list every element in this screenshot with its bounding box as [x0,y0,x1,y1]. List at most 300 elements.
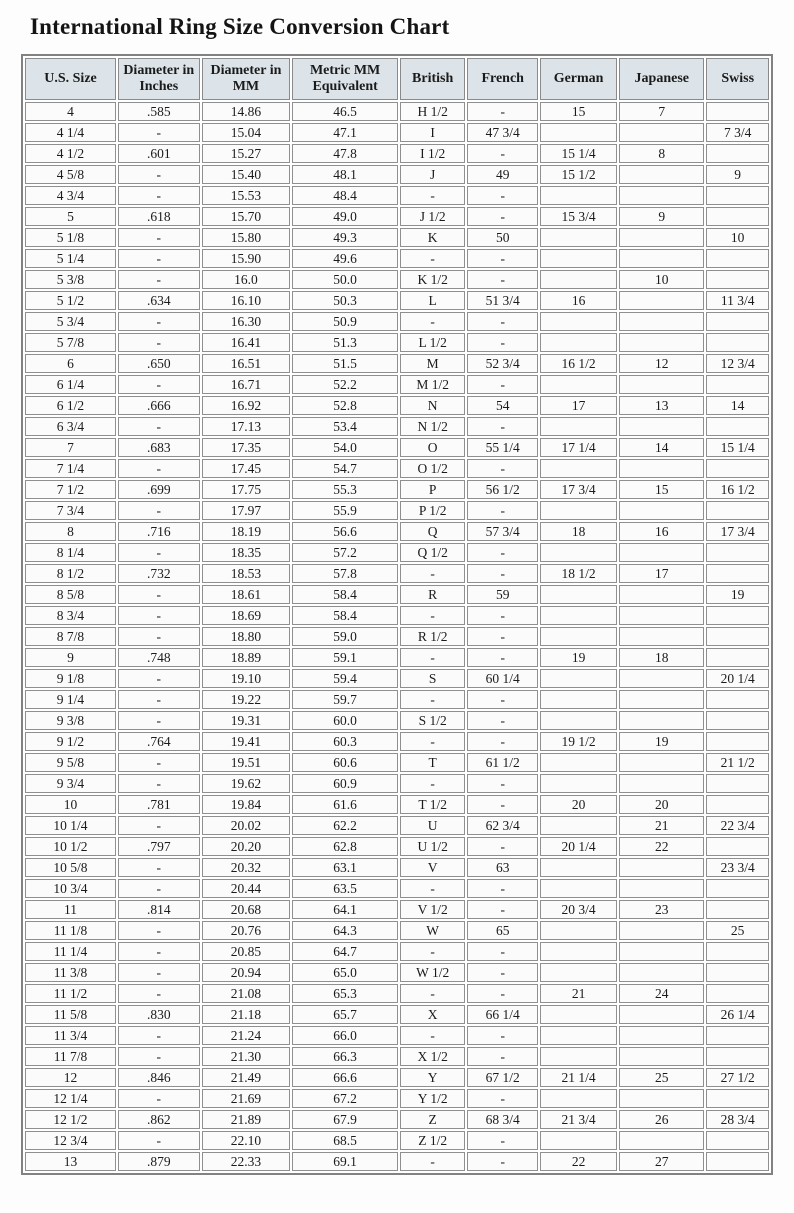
cell-metric-mm: 59.4 [292,669,398,688]
cell-british: L [400,291,466,310]
cell-german [540,1005,617,1024]
cell-german [540,1089,617,1108]
cell-metric-mm: 60.3 [292,732,398,751]
cell-diameter-inches: - [118,606,200,625]
cell-diameter-mm: 19.51 [202,753,291,772]
cell-diameter-inches: - [118,858,200,877]
cell-metric-mm: 66.0 [292,1026,398,1045]
cell-german [540,333,617,352]
cell-japanese [619,585,704,604]
cell-japanese: 16 [619,522,704,541]
cell-diameter-mm: 16.0 [202,270,291,289]
cell-german: 15 3/4 [540,207,617,226]
table-row [25,732,769,751]
cell-us-size: 11 1/8 [25,921,116,940]
cell-us-size: 6 1/4 [25,375,116,394]
cell-french: - [467,144,538,163]
cell-metric-mm: 59.0 [292,627,398,646]
cell-swiss [706,837,769,856]
cell-us-size: 11 5/8 [25,1005,116,1024]
cell-german: 21 1/4 [540,1068,617,1087]
cell-british: S [400,669,466,688]
header-row [25,58,769,100]
cell-diameter-mm: 14.86 [202,102,291,121]
cell-british: V [400,858,466,877]
cell-us-size: 9 5/8 [25,753,116,772]
cell-british: - [400,1152,466,1171]
cell-metric-mm: 64.3 [292,921,398,940]
cell-french: 62 3/4 [467,816,538,835]
cell-british: - [400,1026,466,1045]
table-row [25,312,769,331]
cell-german [540,606,617,625]
cell-japanese [619,228,704,247]
cell-german: 17 1/4 [540,438,617,457]
cell-us-size: 11 3/4 [25,1026,116,1045]
cell-british: P [400,480,466,499]
cell-german [540,375,617,394]
cell-french: - [467,627,538,646]
cell-swiss [706,984,769,1003]
cell-japanese [619,249,704,268]
cell-french: - [467,732,538,751]
cell-french: 51 3/4 [467,291,538,310]
cell-british: T [400,753,466,772]
table-row [25,417,769,436]
cell-swiss: 14 [706,396,769,415]
cell-japanese: 20 [619,795,704,814]
cell-german [540,501,617,520]
cell-diameter-inches: .814 [118,900,200,919]
cell-french: - [467,942,538,961]
table-row [25,270,769,289]
cell-swiss [706,186,769,205]
cell-diameter-mm: 19.62 [202,774,291,793]
cell-japanese [619,942,704,961]
cell-german [540,312,617,331]
cell-us-size: 5 1/2 [25,291,116,310]
cell-japanese: 12 [619,354,704,373]
cell-french: - [467,774,538,793]
cell-diameter-mm: 15.04 [202,123,291,142]
cell-swiss [706,711,769,730]
cell-german: 16 [540,291,617,310]
cell-metric-mm: 65.3 [292,984,398,1003]
table-row [25,606,769,625]
cell-british: P 1/2 [400,501,466,520]
cell-diameter-mm: 21.69 [202,1089,291,1108]
table-body [25,102,769,1171]
cell-diameter-inches: .601 [118,144,200,163]
table-row [25,333,769,352]
cell-french: - [467,963,538,982]
cell-diameter-mm: 15.80 [202,228,291,247]
cell-german [540,1026,617,1045]
cell-us-size: 11 7/8 [25,1047,116,1066]
cell-diameter-mm: 18.53 [202,564,291,583]
cell-french: - [467,102,538,121]
cell-diameter-inches: - [118,1089,200,1108]
table-row [25,816,769,835]
cell-german: 15 1/4 [540,144,617,163]
cell-british: - [400,186,466,205]
cell-japanese: 9 [619,207,704,226]
cell-swiss [706,501,769,520]
cell-swiss [706,690,769,709]
cell-diameter-mm: 15.70 [202,207,291,226]
cell-japanese [619,1131,704,1150]
cell-us-size: 10 [25,795,116,814]
cell-swiss [706,543,769,562]
cell-swiss: 15 1/4 [706,438,769,457]
cell-british: K [400,228,466,247]
cell-diameter-mm: 19.31 [202,711,291,730]
cell-french: - [467,501,538,520]
cell-swiss: 11 3/4 [706,291,769,310]
cell-diameter-mm: 21.08 [202,984,291,1003]
cell-metric-mm: 46.5 [292,102,398,121]
cell-diameter-mm: 20.20 [202,837,291,856]
cell-diameter-inches: .650 [118,354,200,373]
table-row [25,585,769,604]
cell-diameter-mm: 19.10 [202,669,291,688]
cell-metric-mm: 63.1 [292,858,398,877]
cell-diameter-mm: 19.84 [202,795,291,814]
cell-metric-mm: 59.1 [292,648,398,667]
cell-swiss: 22 3/4 [706,816,769,835]
page-title: International Ring Size Conversion Chart [30,14,450,39]
cell-french: - [467,543,538,562]
cell-japanese: 10 [619,270,704,289]
table-row [25,564,769,583]
cell-japanese [619,459,704,478]
cell-diameter-mm: 16.92 [202,396,291,415]
cell-german: 17 3/4 [540,480,617,499]
cell-diameter-inches: - [118,585,200,604]
table-row [25,207,769,226]
cell-us-size: 5 [25,207,116,226]
cell-japanese: 7 [619,102,704,121]
cell-metric-mm: 48.1 [292,165,398,184]
cell-french: 59 [467,585,538,604]
cell-diameter-inches: - [118,228,200,247]
cell-us-size: 4 3/4 [25,186,116,205]
cell-metric-mm: 48.4 [292,186,398,205]
cell-us-size: 9 1/4 [25,690,116,709]
cell-french: - [467,984,538,1003]
cell-british: X [400,1005,466,1024]
cell-french: 61 1/2 [467,753,538,772]
cell-french: 54 [467,396,538,415]
cell-us-size: 10 1/2 [25,837,116,856]
cell-us-size: 4 1/4 [25,123,116,142]
table-row [25,1005,769,1024]
cell-us-size: 11 1/2 [25,984,116,1003]
table-row [25,522,769,541]
cell-metric-mm: 60.6 [292,753,398,772]
cell-french: - [467,606,538,625]
cell-metric-mm: 62.2 [292,816,398,835]
cell-japanese [619,753,704,772]
table-row [25,711,769,730]
column-header-swiss: Swiss [706,58,769,100]
cell-metric-mm: 50.0 [292,270,398,289]
cell-french: 67 1/2 [467,1068,538,1087]
cell-french: - [467,1152,538,1171]
cell-diameter-inches: .634 [118,291,200,310]
cell-japanese [619,1047,704,1066]
cell-japanese [619,291,704,310]
cell-swiss: 28 3/4 [706,1110,769,1129]
cell-diameter-mm: 22.33 [202,1152,291,1171]
column-header-diameter-inches: Diameter in Inches [118,58,200,100]
column-header-metric-mm: Metric MM Equivalent [292,58,398,100]
cell-swiss [706,900,769,919]
cell-us-size: 4 [25,102,116,121]
ring-size-table [21,54,773,1175]
cell-diameter-mm: 19.41 [202,732,291,751]
cell-swiss [706,648,769,667]
cell-german [540,186,617,205]
cell-diameter-inches: .732 [118,564,200,583]
cell-swiss [706,144,769,163]
cell-japanese [619,165,704,184]
cell-metric-mm: 54.0 [292,438,398,457]
table-row [25,501,769,520]
cell-french: - [467,375,538,394]
cell-swiss: 21 1/2 [706,753,769,772]
cell-diameter-mm: 15.53 [202,186,291,205]
cell-japanese [619,1089,704,1108]
cell-diameter-mm: 20.76 [202,921,291,940]
cell-metric-mm: 63.5 [292,879,398,898]
cell-diameter-inches: - [118,774,200,793]
cell-japanese: 21 [619,816,704,835]
cell-swiss [706,942,769,961]
cell-diameter-inches: - [118,249,200,268]
cell-japanese: 27 [619,1152,704,1171]
cell-metric-mm: 58.4 [292,585,398,604]
cell-british: I [400,123,466,142]
cell-swiss [706,879,769,898]
table-row [25,249,769,268]
cell-swiss [706,333,769,352]
table-row [25,879,769,898]
cell-swiss: 16 1/2 [706,480,769,499]
cell-german [540,963,617,982]
cell-british: R [400,585,466,604]
cell-swiss [706,249,769,268]
table-row [25,837,769,856]
cell-swiss: 17 3/4 [706,522,769,541]
cell-german: 15 [540,102,617,121]
cell-japanese [619,1005,704,1024]
cell-diameter-inches: - [118,270,200,289]
column-header-diameter-mm: Diameter in MM [202,58,291,100]
cell-swiss [706,375,769,394]
cell-german: 20 [540,795,617,814]
cell-german [540,858,617,877]
cell-metric-mm: 53.4 [292,417,398,436]
column-header-us-size: U.S. Size [25,58,116,100]
cell-british: U [400,816,466,835]
cell-metric-mm: 60.0 [292,711,398,730]
cell-diameter-mm: 17.75 [202,480,291,499]
cell-diameter-mm: 20.85 [202,942,291,961]
cell-swiss [706,102,769,121]
cell-diameter-mm: 20.94 [202,963,291,982]
cell-us-size: 9 3/8 [25,711,116,730]
table-row [25,1089,769,1108]
cell-german [540,270,617,289]
table-row [25,1026,769,1045]
cell-german [540,417,617,436]
cell-british: M [400,354,466,373]
cell-diameter-mm: 18.19 [202,522,291,541]
cell-us-size: 6 1/2 [25,396,116,415]
cell-german [540,228,617,247]
cell-japanese: 26 [619,1110,704,1129]
cell-swiss [706,417,769,436]
cell-diameter-mm: 20.44 [202,879,291,898]
cell-metric-mm: 49.6 [292,249,398,268]
cell-metric-mm: 66.3 [292,1047,398,1066]
cell-french: - [467,564,538,583]
cell-diameter-inches: - [118,690,200,709]
cell-metric-mm: 60.9 [292,774,398,793]
cell-british: - [400,648,466,667]
cell-german [540,711,617,730]
cell-swiss: 25 [706,921,769,940]
cell-us-size: 11 [25,900,116,919]
table-row [25,690,769,709]
cell-diameter-inches: - [118,123,200,142]
cell-diameter-inches: - [118,375,200,394]
cell-japanese [619,375,704,394]
cell-metric-mm: 64.1 [292,900,398,919]
cell-british: V 1/2 [400,900,466,919]
table-row [25,480,769,499]
cell-french: - [467,1131,538,1150]
cell-us-size: 12 [25,1068,116,1087]
cell-diameter-inches: .585 [118,102,200,121]
cell-us-size: 10 3/4 [25,879,116,898]
cell-french: - [467,1047,538,1066]
table-row [25,144,769,163]
cell-british: - [400,249,466,268]
table-row [25,354,769,373]
cell-us-size: 7 [25,438,116,457]
cell-german: 21 3/4 [540,1110,617,1129]
cell-british: - [400,774,466,793]
cell-swiss [706,459,769,478]
cell-french: - [467,207,538,226]
cell-british: Z 1/2 [400,1131,466,1150]
cell-us-size: 6 [25,354,116,373]
table-row [25,291,769,310]
cell-diameter-inches: - [118,501,200,520]
cell-swiss: 20 1/4 [706,669,769,688]
cell-british: W [400,921,466,940]
cell-swiss: 27 1/2 [706,1068,769,1087]
cell-us-size: 8 5/8 [25,585,116,604]
cell-german [540,690,617,709]
cell-japanese [619,186,704,205]
cell-british: K 1/2 [400,270,466,289]
cell-swiss [706,1089,769,1108]
cell-french: 63 [467,858,538,877]
cell-metric-mm: 57.2 [292,543,398,562]
cell-swiss [706,1152,769,1171]
cell-german [540,585,617,604]
table-row [25,543,769,562]
cell-german: 17 [540,396,617,415]
table-row [25,1047,769,1066]
cell-french: - [467,900,538,919]
cell-german [540,1047,617,1066]
cell-german [540,543,617,562]
cell-swiss [706,1131,769,1150]
cell-british: U 1/2 [400,837,466,856]
cell-swiss: 12 3/4 [706,354,769,373]
cell-us-size: 9 [25,648,116,667]
cell-diameter-inches: .879 [118,1152,200,1171]
cell-british: W 1/2 [400,963,466,982]
cell-diameter-mm: 19.22 [202,690,291,709]
cell-swiss [706,207,769,226]
cell-metric-mm: 49.0 [292,207,398,226]
cell-french: - [467,795,538,814]
cell-japanese: 19 [619,732,704,751]
cell-diameter-mm: 15.27 [202,144,291,163]
cell-german: 18 [540,522,617,541]
cell-japanese [619,627,704,646]
cell-french: 47 3/4 [467,123,538,142]
cell-metric-mm: 50.3 [292,291,398,310]
cell-metric-mm: 49.3 [292,228,398,247]
cell-japanese [619,669,704,688]
cell-diameter-inches: .797 [118,837,200,856]
cell-metric-mm: 55.3 [292,480,398,499]
cell-japanese [619,963,704,982]
cell-us-size: 9 1/8 [25,669,116,688]
cell-diameter-inches: - [118,459,200,478]
table-row [25,858,769,877]
cell-metric-mm: 69.1 [292,1152,398,1171]
cell-french: - [467,837,538,856]
cell-us-size: 7 1/4 [25,459,116,478]
cell-diameter-mm: 20.68 [202,900,291,919]
cell-diameter-mm: 16.71 [202,375,291,394]
cell-british: N 1/2 [400,417,466,436]
cell-french: 56 1/2 [467,480,538,499]
cell-german [540,921,617,940]
cell-us-size: 8 [25,522,116,541]
cell-swiss [706,1026,769,1045]
cell-british: - [400,606,466,625]
cell-diameter-mm: 17.45 [202,459,291,478]
cell-german [540,123,617,142]
cell-us-size: 10 1/4 [25,816,116,835]
cell-us-size: 11 3/8 [25,963,116,982]
cell-british: - [400,312,466,331]
cell-us-size: 9 3/4 [25,774,116,793]
cell-diameter-mm: 16.10 [202,291,291,310]
table-row [25,942,769,961]
cell-british: N [400,396,466,415]
cell-diameter-inches: .764 [118,732,200,751]
cell-metric-mm: 52.2 [292,375,398,394]
